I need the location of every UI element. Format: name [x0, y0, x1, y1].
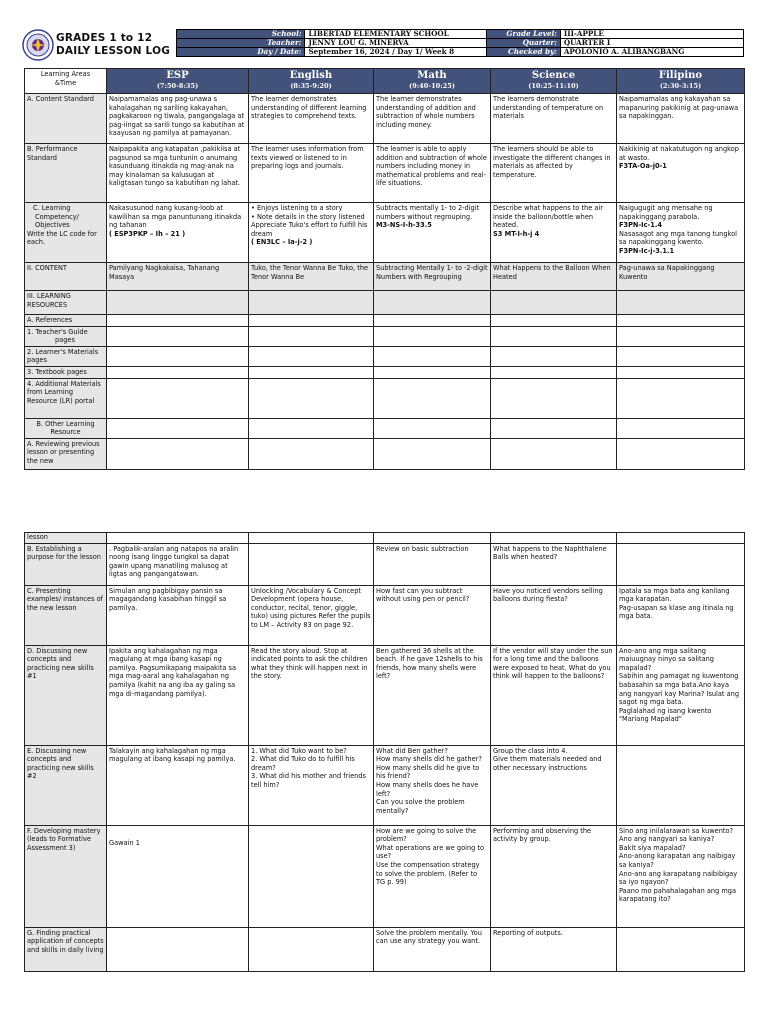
cell-math: The learner demonstrates understanding of addition and subtraction of whole numbers including money. — [374, 94, 491, 144]
question-text: How are we going to solve the problem? — [376, 826, 477, 844]
quarter-value: QUARTER I — [560, 39, 743, 48]
cell-english — [249, 291, 374, 315]
label-line: pages — [55, 336, 75, 345]
activity-text: Ipatala sa mga bata ang kanilang mga karapatan. — [619, 586, 730, 604]
cell-filipino — [617, 438, 745, 469]
objective-text: Naigugugit ang mensahe ng napakinggang parabola. — [619, 204, 713, 221]
row-label-references: A. References — [25, 315, 107, 327]
cell-esp: Naipapakita ang katapatan ,pakikiisa at pagsunod sa mga tuntunin o anumang kasunduang itinakda ng mag-anak na may kinalaman sa kalusugan at kaligtasan tungo sa kabutihan ng lahat. — [107, 144, 249, 203]
objective-text: Nasasagot ang mga tanong tungkol sa napakinggang kwento. — [619, 229, 737, 247]
activity-text: Pag-usapan sa klase ang itinala ng mga bata. — [619, 603, 734, 621]
cell-science — [491, 203, 617, 263]
cell-english — [249, 366, 374, 378]
subject-header-english — [249, 69, 374, 94]
school-label: School: — [177, 30, 305, 39]
activity-text: Sabihin ang pamagat ng kuwentong babasahin sa mga bata.Ano kaya ang nangyari kay Marina? Isulat ang sagot ng mga bata. — [619, 672, 740, 707]
row-label-performance-standard: B. Performance Standard — [25, 144, 107, 203]
cell-esp — [107, 203, 249, 263]
lc-code: F3PN-Ic-1.4 — [619, 221, 662, 230]
question-text: Ano ang nangyari sa kaniya? — [619, 835, 715, 844]
document-title — [56, 32, 170, 58]
cell-math: The learner is able to apply addition and subtraction of whole numbers including money in mathematical problems and real-life situations. — [374, 144, 491, 203]
teacher-label: Teacher: — [177, 39, 305, 48]
activity-text: Ano-ano ang mga salitang maiuugnay ninyo sa salitang mapalad? — [619, 646, 714, 672]
cell-filipino — [617, 203, 745, 263]
cell-esp: Pamilyang Nagkakaisa, Tahanang Masaya — [107, 263, 249, 291]
cell-science — [491, 291, 617, 315]
cell-english: Unlocking /Vocabulary & Concept Development (opera house, conductor, recital, tenor, giggle, tuko) using pictures Refer the pupils to LM – Activity 83 on page 92. — [249, 585, 374, 645]
question-text: Paano mo pahahalagahan ang mga karapatang ito? — [619, 886, 737, 904]
question-text: Sino ang inilalarawan sa kuwento? — [619, 826, 733, 835]
subject-name: Math — [417, 70, 447, 81]
corner-line-2: &Time — [54, 78, 77, 87]
question-text: How many shells did he gather? — [376, 755, 482, 764]
cell-english — [249, 315, 374, 327]
activity-text: Group the class into 4. — [493, 746, 568, 755]
objective-text: • Note details in the story listened — [251, 212, 365, 221]
date-label: Day / Date: — [177, 48, 305, 57]
subject-header-math — [374, 69, 491, 94]
row-label-textbook: 3. Textbook pages — [25, 366, 107, 378]
cell-english: The learner uses information from texts viewed or listened to in preparing logs and journals. — [249, 144, 374, 203]
cell-math — [374, 745, 491, 825]
cell-math — [374, 418, 491, 438]
cell-filipino — [617, 378, 745, 418]
row-label-reviewing-cont: lesson — [25, 533, 107, 544]
label-line: Write the LC code for each. — [27, 229, 97, 247]
cell-science — [491, 366, 617, 378]
row-label-reviewing: A. Reviewing previous lesson or presenting the new — [25, 438, 107, 469]
question-text: Can you solve the problem mentally? — [376, 798, 465, 815]
subject-name: English — [289, 70, 333, 81]
cell-english — [249, 438, 374, 469]
cell-filipino — [617, 927, 745, 971]
subject-time: (8:35-9:20) — [290, 82, 332, 90]
question-text: 2. What did Tuko do to fulfill his dream? — [251, 755, 355, 772]
cell-filipino — [617, 585, 745, 645]
cell-math: Review on basic subtraction — [374, 543, 491, 585]
row-label-discussing-1: D. Discussing new concepts and practicing new skills #1 — [25, 645, 107, 745]
question-text: 3. What did his mother and friends tell him? — [251, 772, 366, 789]
cell-math: Ben gathered 36 shells at the beach. If he gave 12shells to his friends, how many shells were left? — [374, 645, 491, 745]
cell-filipino — [617, 366, 745, 378]
subject-time: (2:30-3:15) — [659, 82, 702, 90]
cell-math — [374, 203, 491, 263]
row-label-additional-materials: 4. Additional Materials from Learning Resource (LR) portal — [25, 378, 107, 418]
label-line: 1. Teacher's Guide — [27, 327, 88, 336]
cell-filipino — [617, 543, 745, 585]
question-text: What operations are we going to use? — [376, 843, 485, 861]
label-line: Objectives — [35, 221, 70, 230]
question-text: How many shells did he give to his friend? — [376, 763, 480, 781]
subject-header-esp — [107, 69, 249, 94]
subject-name: Filipino — [658, 70, 703, 81]
cell-english: Tuko, the Tenor Wanna Be Tuko, the Tenor Wanna Be — [249, 263, 374, 291]
question-text: Use the compensation strategy to solve the problem. (Refer to TG p. 99) — [376, 860, 480, 887]
cell-math: Solve the problem mentally. You can use any strategy you want. — [374, 927, 491, 971]
cell-math — [374, 825, 491, 927]
lesson-table-part1 — [24, 68, 745, 470]
objective-text: Subtracts mentally 1- to 2-digit numbers without regrouping. — [376, 204, 480, 221]
teacher-value: JENNY LOU G. MINERVA — [305, 39, 486, 48]
cell-science: Reporting of outputs. — [491, 927, 617, 971]
cell-science: Performing and observing the activity by group. — [491, 825, 617, 927]
cell-science — [491, 326, 617, 346]
school-value: LIBERTAD ELEMENTARY SCHOOL — [305, 30, 486, 39]
objective-text: Describe what happens to the air inside the balloon/bottle when heated. — [493, 204, 603, 230]
row-label-teachers-guide — [25, 326, 107, 346]
row-label-other-resources — [25, 418, 107, 438]
cell-math — [374, 366, 491, 378]
cell-esp: Simulan ang pagbibigay pansin sa magagandang kasabihan hinggil sa pamilya. — [107, 585, 249, 645]
cell-english — [249, 927, 374, 971]
cell-esp — [107, 825, 249, 927]
cell-science: If the vendor will stay under the sun for a long time and the balloons were exposed to heat. What do you think will happen to the balloons? — [491, 645, 617, 745]
lc-code: F3PN-Ic-j-3.1.1 — [619, 246, 675, 255]
cell-esp: Naipamamalas ang pag-unawa s kahalagahan ng sariling kakayahan, pagkakaroon ng tiwala, pangangalaga at pag-iingat sa sarili tungo sa kabutihan at kaayusan ng pamilya at pamayanan. — [107, 94, 249, 144]
lesson-table-part2 — [24, 532, 745, 972]
cell-english — [249, 543, 374, 585]
cell-filipino — [617, 645, 745, 745]
subject-name: ESP — [166, 70, 189, 81]
cell-math — [374, 346, 491, 366]
cell-esp — [107, 291, 249, 315]
cell-esp — [107, 366, 249, 378]
activity-text: Paglalahad ng isang kwento "Mariang Mapalad" — [619, 706, 712, 724]
activity-text: Gawain 1 — [109, 838, 140, 847]
cell-esp — [107, 346, 249, 366]
grade-value: III-APPLE — [560, 30, 743, 39]
label-line: Competency/ — [35, 212, 79, 221]
row-label-learners-materials: 2. Learner's Materials pages — [25, 346, 107, 366]
cell-science: What happens to the Naphthalene Balls when heated? — [491, 543, 617, 585]
cell-filipino — [617, 291, 745, 315]
corner-line-1: Learning Areas — [40, 70, 91, 78]
lc-code: M3-NS-I-h-33.5 — [376, 221, 432, 230]
cell-science — [491, 378, 617, 418]
row-label-discussing-2: E. Discussing new concepts and practicing new skills #2 — [25, 745, 107, 825]
cell-math: Subtracting Mentally 1- to -2-digit Numbers with Regrouping — [374, 263, 491, 291]
cell-filipino: Naipamamalas ang kakayahan sa mapanuring pakikinig at pag-unawa sa napakinggan. — [617, 94, 745, 144]
objective-text: Nakasusunod nang kusang-loob at kawilihan sa mga panuntunang itinakda ng tahanan — [109, 204, 242, 230]
row-label-purpose: B. Establishing a purpose for the lesson — [25, 543, 107, 585]
activity-text: Give them materials needed and other necessary instructions — [493, 755, 602, 772]
cell-english — [249, 346, 374, 366]
question-text: What did Ben gather? — [376, 746, 448, 755]
cell-filipino — [617, 315, 745, 327]
cell-filipino — [617, 418, 745, 438]
label-line: B. Other Learning — [36, 419, 95, 428]
cell-science: What Happens to the Balloon When Heated — [491, 263, 617, 291]
cell-science — [491, 533, 617, 544]
cell-filipino: Pag-unawa sa Napakinggang Kuwento — [617, 263, 745, 291]
objective-text: • Enjoys listening to a story — [251, 204, 343, 212]
title-line-1: GRADES 1 to 12 — [56, 32, 153, 44]
cell-math — [374, 533, 491, 544]
cell-science — [491, 418, 617, 438]
subject-header-science — [491, 69, 617, 94]
subject-time: (10:25-11:10) — [528, 82, 579, 90]
header-info-table — [176, 29, 744, 57]
cell-filipino — [617, 144, 745, 203]
lc-code: ( EN3LC – Ia-j-2 ) — [251, 238, 313, 247]
cell-filipino — [617, 825, 745, 927]
cell-esp: Ipakita ang kahalagahan ng mga magulang at mga ibang kasapi ng pamilya. Pagsumikapang maipakita sa mga mag-aaral ang kahalagahan ng pamilya (kahit na ang iba ay galing sa mga di-magandang pamilya). — [107, 645, 249, 745]
cell-filipino — [617, 533, 745, 544]
header — [22, 29, 744, 63]
label-line: RESOURCES — [27, 300, 68, 309]
subject-time: (9:40-10:25) — [409, 82, 455, 90]
cell-filipino — [617, 346, 745, 366]
cell-esp — [107, 533, 249, 544]
cell-science: The learners should be able to investigate the different changes in materials as affected by temperature. — [491, 144, 617, 203]
cell-english — [249, 825, 374, 927]
question-text: Ano-ano ang karapatang naibibigay sa iyo ngayon? — [619, 869, 738, 887]
standard-text: Nakikinig at nakatutugon ng angkop at wasto. — [619, 145, 739, 162]
lc-code: S3 MT-I-h-j 4 — [493, 229, 540, 238]
cell-esp — [107, 927, 249, 971]
cell-esp — [107, 378, 249, 418]
label-line: C. Learning — [33, 204, 71, 212]
cell-science — [491, 315, 617, 327]
subject-time: (7:50-8:35) — [156, 82, 199, 90]
cell-math — [374, 438, 491, 469]
cell-science — [491, 346, 617, 366]
question-text: 1. What did Tuko want to be? — [251, 746, 347, 755]
cell-esp — [107, 326, 249, 346]
checked-value: APOLONIO A. ALIBANGBANG — [560, 48, 743, 57]
cell-math — [374, 326, 491, 346]
lc-code: F3TA-Oa-j0-1 — [619, 162, 667, 171]
cell-filipino — [617, 326, 745, 346]
cell-esp: . Pagbalik-aralan ang natapos na aralin noong isang linggo tungkol sa dapat gawin upang manatiling malusog at ligtas ang pangangatawan. — [107, 543, 249, 585]
cell-science — [491, 438, 617, 469]
cell-science: Have you noticed vendors selling balloons during fiesta? — [491, 585, 617, 645]
question-text: Ano-anong karapatan ang naibigay sa kaniya? — [619, 852, 736, 869]
cell-esp — [107, 438, 249, 469]
deped-seal-icon — [22, 29, 54, 61]
cell-english: Read the story aloud. Stop at indicated points to ask the children what they think will happen next in the story. — [249, 645, 374, 745]
objective-text: Appreciate Tuko's effort to fulfill his dream — [251, 221, 368, 238]
quarter-label: Quarter: — [486, 39, 560, 48]
cell-science: The learners demonstrate understanding of temperature on materials — [491, 94, 617, 144]
label-line: Resource — [50, 428, 81, 437]
row-label-presenting: C. Presenting examples/ instances of the new lesson — [25, 585, 107, 645]
cell-esp — [107, 315, 249, 327]
cell-science — [491, 745, 617, 825]
row-label-competency — [25, 203, 107, 263]
cell-english — [249, 418, 374, 438]
row-label-developing-mastery: F. Developing mastery (leads to Formative Assessment 3) — [25, 825, 107, 927]
question-text: How many shells does he have left? — [376, 780, 479, 798]
cell-math: How fast can you subtract without using pen or pencil? — [374, 585, 491, 645]
cell-esp — [107, 418, 249, 438]
checked-label: Checked by: — [486, 48, 560, 57]
cell-english — [249, 326, 374, 346]
title-line-2: DAILY LESSON LOG — [56, 45, 171, 57]
row-label-learning-resources — [25, 291, 107, 315]
cell-english — [249, 378, 374, 418]
cell-filipino — [617, 745, 745, 825]
date-value: September 16, 2024 / Day 1/ Week 8 — [305, 48, 486, 57]
cell-math — [374, 291, 491, 315]
grade-label: Grade Level: — [486, 30, 560, 39]
row-label-content-standard: A. Content Standard — [25, 94, 107, 144]
lc-code: ( ESP3PKP – Ih – 21 ) — [109, 229, 186, 238]
question-text: Bakit siya mapalad? — [619, 843, 686, 852]
cell-esp: Talakayin ang kahalagahan ng mga magulang at ibang kasapi ng pamilya. — [107, 745, 249, 825]
cell-math — [374, 315, 491, 327]
cell-english — [249, 533, 374, 544]
cell-math — [374, 378, 491, 418]
subject-name: Science — [531, 70, 576, 81]
row-label-application: G. Finding practical application of concepts and skills in daily living — [25, 927, 107, 971]
subject-header-filipino — [617, 69, 745, 94]
cell-english: The learner demonstrates understanding of different learning strategies to comprehend texts. — [249, 94, 374, 144]
cell-english — [249, 203, 374, 263]
cell-english — [249, 745, 374, 825]
label-line: III. LEARNING — [27, 292, 71, 300]
row-label-content: II. CONTENT — [25, 263, 107, 291]
corner-cell — [25, 69, 107, 94]
